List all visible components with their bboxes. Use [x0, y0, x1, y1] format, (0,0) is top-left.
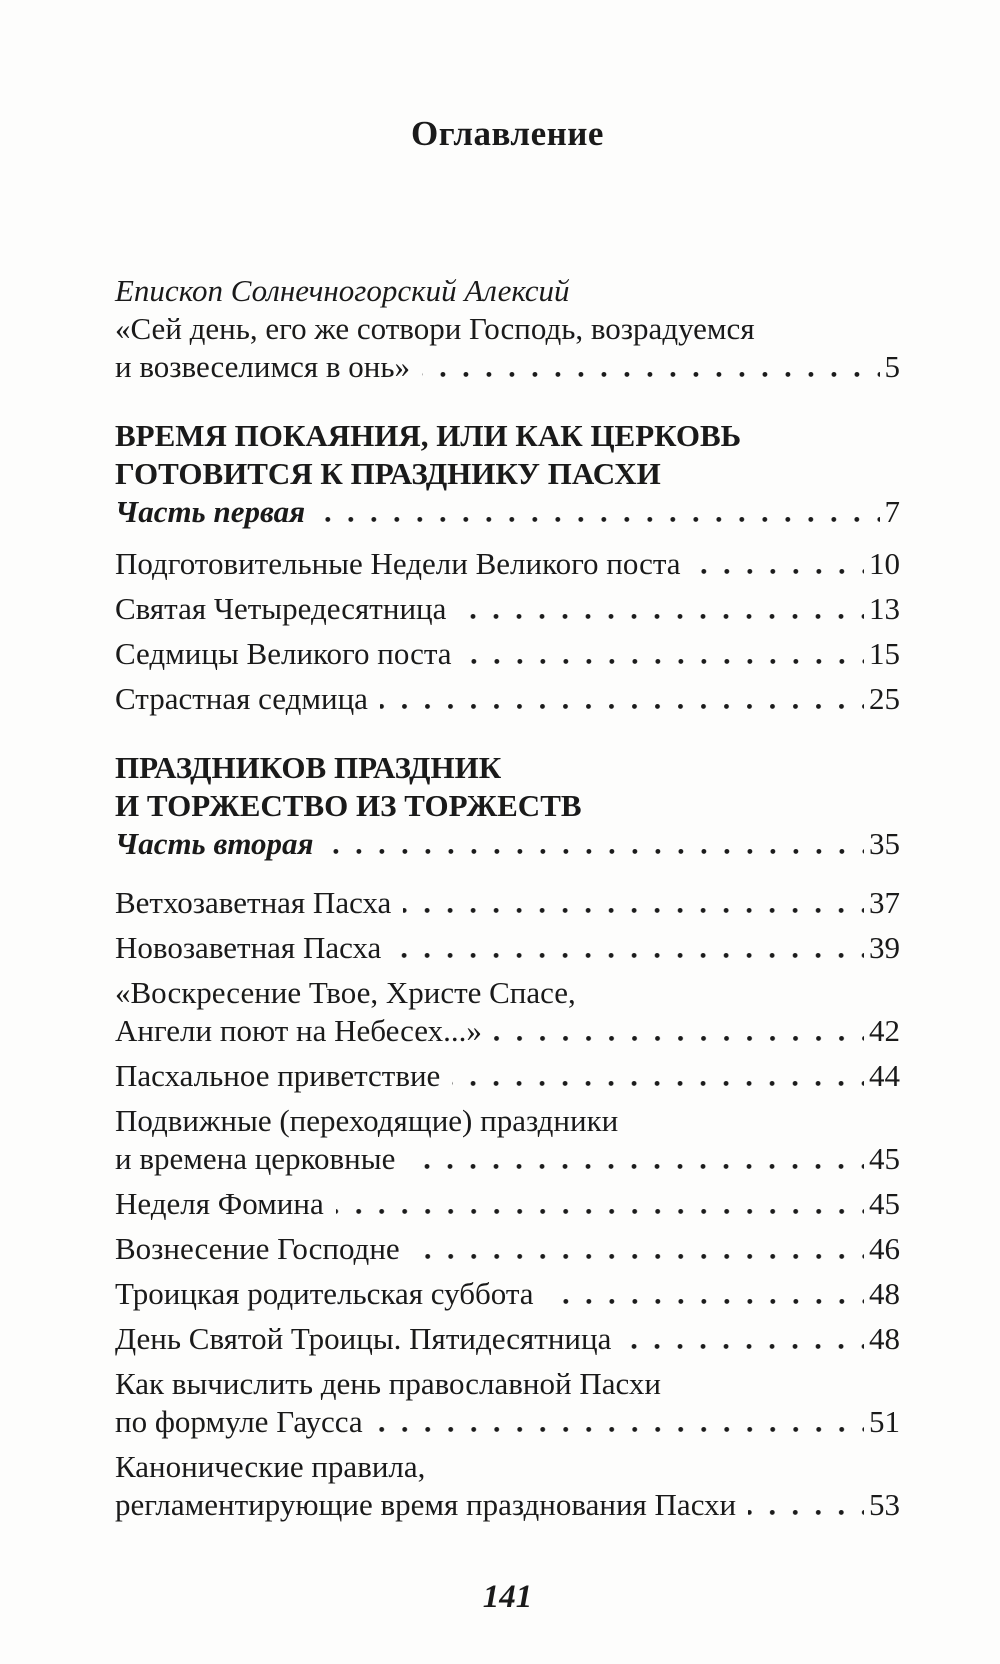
toc-page-number: 53 [869, 1487, 900, 1522]
dot-leader [326, 849, 864, 854]
dot-leader [375, 1427, 864, 1432]
toc-line-text: ПРАЗДНИКОВ ПРАЗДНИК [115, 750, 502, 785]
toc-page-number: 45 [869, 1141, 900, 1176]
toc-line-text: Неделя Фомина [115, 1186, 324, 1221]
toc-page-number: 48 [869, 1321, 900, 1356]
toc-line-text: Подвижные (переходящие) праздники [115, 1103, 619, 1138]
dot-leader [452, 1081, 864, 1086]
toc-line [115, 1057, 900, 1095]
toc-line [115, 635, 900, 673]
toc-page-number: 25 [869, 681, 900, 716]
dot-leader [546, 1299, 864, 1304]
toc-section-heading [115, 749, 900, 787]
toc-line [115, 680, 900, 718]
toc-line-text: Часть вторая [115, 826, 314, 861]
toc-line-text: Пасхальное приветствие [115, 1058, 441, 1093]
toc-page-number: 48 [869, 1276, 900, 1311]
toc-line [115, 310, 900, 348]
dot-leader [317, 517, 879, 522]
dot-leader [693, 569, 864, 574]
toc-line-text: И ТОРЖЕСТВО ИЗ ТОРЖЕСТВ [115, 788, 582, 823]
toc-line-text: Ангели поют на Небесех...» [115, 1013, 482, 1048]
page-title: Оглавление [411, 114, 604, 153]
toc-line-text: и возвеселимся в онь» [115, 349, 410, 384]
toc-line-text: по формуле Гаусса [115, 1404, 363, 1439]
dot-leader [412, 1254, 864, 1259]
toc-page-number: 5 [884, 349, 900, 384]
toc-page-number: 37 [869, 885, 900, 920]
toc-line-text: Святая Четыредесятница [115, 591, 447, 626]
dot-leader [380, 704, 864, 709]
toc-line [115, 1320, 900, 1358]
toc-line-text: и времена церковные [115, 1141, 396, 1176]
toc-line [115, 1403, 900, 1441]
toc-page-number: 44 [869, 1058, 900, 1093]
toc-part-line [115, 825, 900, 863]
toc-line [115, 1140, 900, 1178]
toc-line [115, 1275, 900, 1313]
toc-line [115, 1365, 900, 1403]
toc-line-text: Ветхозаветная Пасха [115, 885, 392, 920]
toc-line [115, 974, 900, 1012]
dot-leader [407, 1164, 864, 1169]
toc-line [115, 1102, 900, 1140]
toc-section-heading [115, 787, 900, 825]
toc-section-heading [115, 417, 900, 455]
toc-line [115, 590, 900, 628]
toc-page-number: 13 [869, 591, 900, 626]
toc-line-text: Вознесение Господне [115, 1231, 400, 1266]
toc-line [115, 929, 900, 967]
toc-line [115, 272, 900, 310]
toc-line-text: Часть первая [115, 494, 306, 529]
toc-line [115, 348, 900, 386]
dot-leader [422, 372, 880, 377]
toc-page-number: 10 [869, 546, 900, 581]
footer-page-number: 141 [482, 1579, 533, 1615]
toc-line [115, 1185, 900, 1223]
toc-line-text: Седмицы Великого поста [115, 636, 452, 671]
dot-leader [393, 953, 864, 958]
toc-line-text: Епископ Солнечногорский Алексий [115, 273, 570, 308]
toc-line-text: «Воскресение Твое, Христе Спасе, [115, 975, 576, 1010]
toc-line-text: Троицкая родительская суббота [115, 1276, 534, 1311]
toc-page-number: 46 [869, 1231, 900, 1266]
toc-line-text: День Святой Троицы. Пятидесятница [115, 1321, 612, 1356]
toc-line [115, 1448, 900, 1486]
toc-page-number: 39 [869, 930, 900, 965]
table-of-contents [115, 272, 900, 1524]
dot-leader [458, 614, 864, 619]
toc-page-number: 51 [869, 1404, 900, 1439]
toc-section-heading [115, 455, 900, 493]
toc-page-number: 7 [884, 494, 900, 529]
dot-leader [464, 659, 864, 664]
toc-line-text: Подготовительные Недели Великого поста [115, 546, 681, 581]
toc-line [115, 545, 900, 583]
toc-line-text: Страстная седмица [115, 681, 368, 716]
toc-line-text: Канонические правила, [115, 1449, 426, 1484]
toc-line-text: Как вычислить день православной Пасхи [115, 1366, 661, 1401]
toc-line [115, 884, 900, 922]
toc-line-text: регламентирующие время празднования Пасхи [115, 1487, 737, 1522]
dot-leader [336, 1209, 864, 1214]
toc-page-number: 15 [869, 636, 900, 671]
toc-part-line [115, 493, 900, 531]
toc-line-text: ГОТОВИТСЯ К ПРАЗДНИКУ ПАСХИ [115, 456, 661, 491]
dot-leader [403, 908, 864, 913]
dot-leader [494, 1036, 864, 1041]
toc-page-number: 35 [869, 826, 900, 861]
dot-leader [623, 1344, 864, 1349]
toc-line-text: «Сей день, его же сотвори Господь, возрадуемся [115, 311, 755, 346]
dot-leader [748, 1510, 864, 1515]
toc-line [115, 1012, 900, 1050]
toc-page-number: 42 [869, 1013, 900, 1048]
toc-line-text: ВРЕМЯ ПОКАЯНИЯ, ИЛИ КАК ЦЕРКОВЬ [115, 418, 742, 453]
toc-line [115, 1230, 900, 1268]
toc-line [115, 1486, 900, 1524]
toc-line-text: Новозаветная Пасха [115, 930, 382, 965]
toc-page-number: 45 [869, 1186, 900, 1221]
